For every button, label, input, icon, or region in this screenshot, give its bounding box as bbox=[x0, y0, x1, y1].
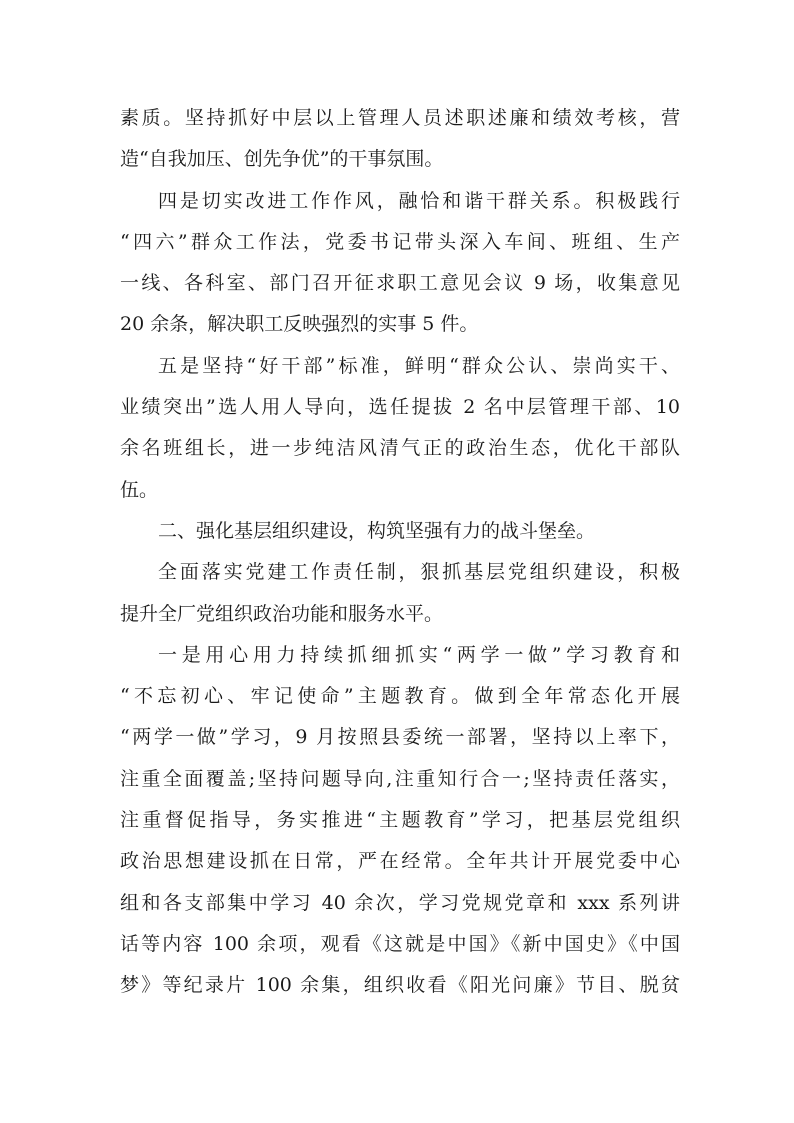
text-line: “四六”群众工作法，党委书记带头深入车间、班组、生产 bbox=[120, 230, 680, 253]
text-line: 话等内容 100 余项，观看《这就是中国》《新中国史》《中国 bbox=[120, 932, 680, 955]
text-line: 造“自我加压、创先争优”的干事氛围。 bbox=[120, 148, 444, 171]
text-line: 提升全厂党组织政治功能和服务水平。 bbox=[120, 602, 444, 625]
text-line: 20 余条，解决职工反映强烈的实事 5 件。 bbox=[120, 313, 479, 336]
text-line: 全面落实党建工作责任制，狠抓基层党组织建设，积极 bbox=[158, 561, 680, 584]
text-line: 注重督促指导，务实推进“主题教育”学习，把基层党组织 bbox=[120, 809, 680, 832]
text-line: 二、强化基层组织建设，构筑坚强有力的战斗堡垒。 bbox=[158, 519, 596, 542]
text-line: 五是坚持“好干部”标准，鲜明“群众公认、崇尚实干、 bbox=[158, 354, 680, 377]
text-line: “两学一做”学习，9 月按照县委统一部署，坚持以上率下， bbox=[120, 726, 680, 749]
text-line: 素质。坚持抓好中层以上管理人员述职述廉和绩效考核，营 bbox=[120, 107, 680, 129]
text-line: 一线、各科室、部门召开征求职工意见会议 9 场，收集意见 bbox=[120, 272, 680, 295]
text-line: 组和各支部集中学习 40 余次，学习党规党章和 xxx 系列讲 bbox=[120, 891, 680, 914]
text-line: 注重全面覆盖;坚持问题导向,注重知行合一;坚持责任落实， bbox=[120, 767, 680, 790]
text-line: 梦》等纪录片 100 余集，组织收看《阳光问廉》节目、脱贫 bbox=[120, 974, 680, 997]
text-line: 伍。 bbox=[120, 478, 159, 501]
text-line: 四是切实改进工作作风，融恰和谐干群关系。积极践行 bbox=[158, 189, 680, 212]
text-line: 一是用心用力持续抓细抓实“两学一做”学习教育和 bbox=[158, 643, 680, 666]
text-line: 政治思想建设抓在日常，严在经常。全年共计开展党委中心 bbox=[120, 850, 680, 873]
text-line: 余名班组长，进一步纯洁风清气正的政治生态，优化干部队 bbox=[120, 437, 680, 460]
text-line: 业绩突出”选人用人导向，选任提拔 2 名中层管理干部、10 bbox=[120, 396, 680, 419]
text-line: “不忘初心、牢记使命”主题教育。做到全年常态化开展 bbox=[120, 685, 680, 708]
document-body bbox=[120, 98, 680, 1007]
